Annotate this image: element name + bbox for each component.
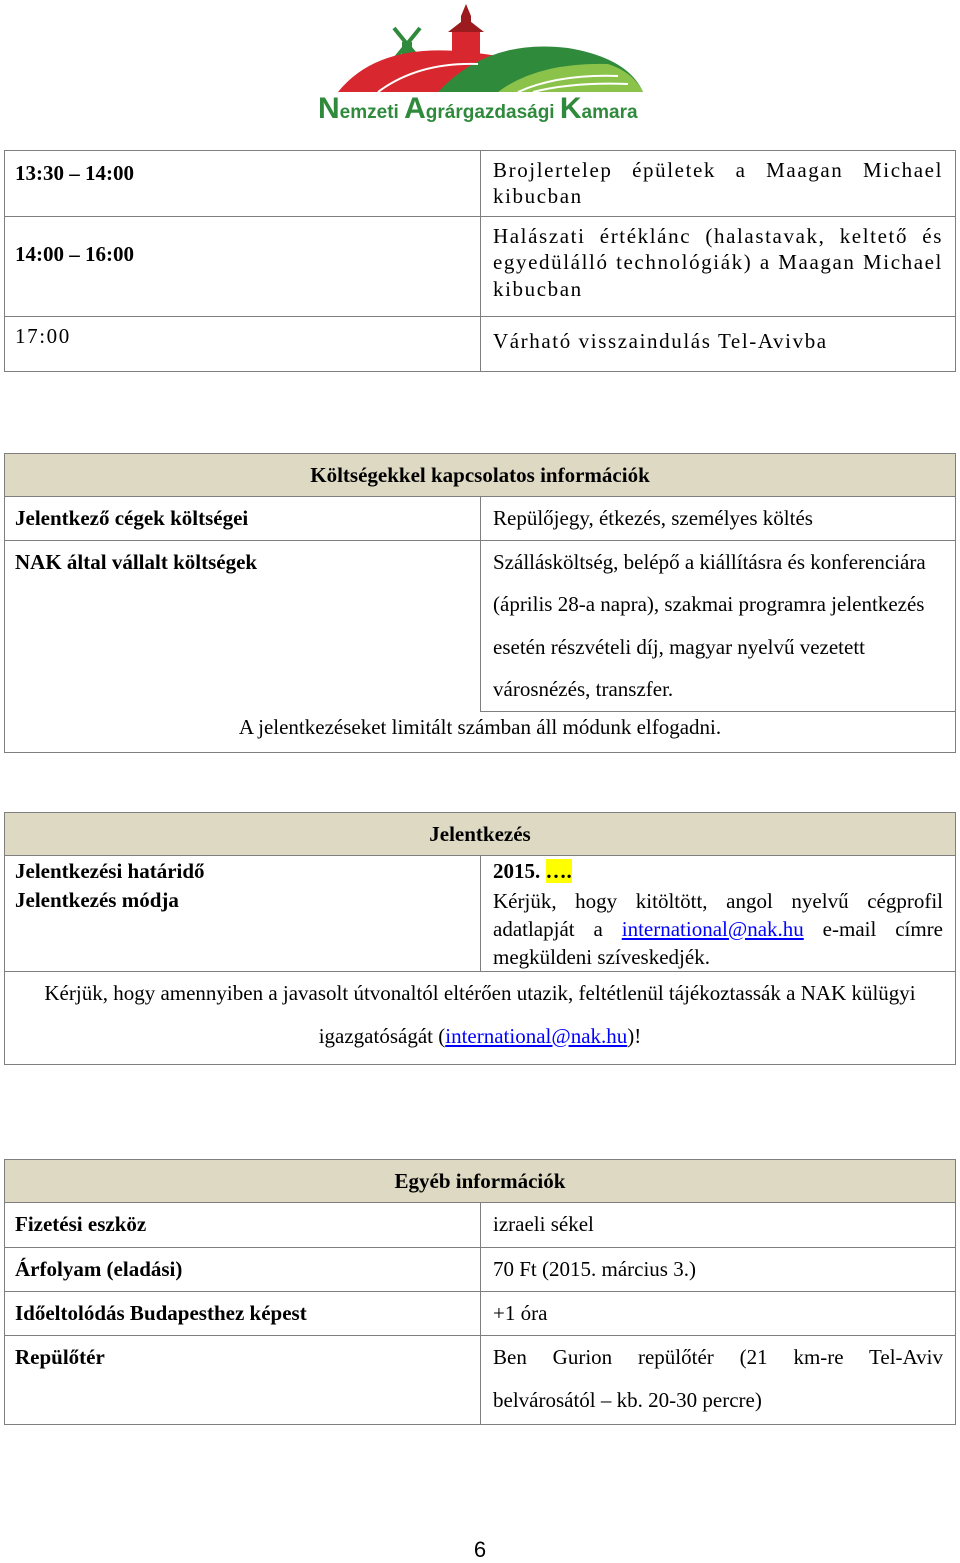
table-row [5, 151, 956, 217]
cost-value: Repülőjegy, étkezés, személyes költés [481, 497, 956, 540]
registration-note: Kérjük, hogy amennyiben a javasolt útvonaltól eltérően utazik, feltétlenül tájékoztassák a NAK külügyi igazgatóságát (international@nak.hu)! [5, 971, 956, 1064]
table-row [5, 1247, 956, 1291]
table-header-row [5, 813, 956, 856]
method-value: Kérjük, hogy kitöltött, angol nyelvű cégprofil adatlapját a international@nak.hu e-mail címre megküldeni szíveskedjék. [481, 885, 956, 972]
schedule-time: 13:30 – 14:00 [5, 151, 481, 217]
email-link[interactable]: international@nak.hu [621, 916, 804, 941]
registration-title: Jelentkezés [5, 813, 956, 856]
registration-table [4, 812, 956, 1065]
table-row [5, 971, 956, 1064]
info-label: Időeltolódás Budapesthez képest [5, 1291, 481, 1335]
table-row [5, 856, 956, 885]
table-row [5, 885, 956, 972]
schedule-desc: Brojlertelep épületek a Maagan Michael kibucban [481, 151, 956, 217]
logo-wordmark: Nemzeti Agrárgazdasági Kamara [318, 92, 638, 125]
schedule-time: 17:00 [5, 317, 481, 372]
table-row [5, 317, 956, 372]
deadline-value: 2015. …. [481, 856, 956, 885]
deadline-placeholder: …. [545, 859, 572, 884]
info-value: +1 óra [481, 1291, 956, 1335]
schedule-desc: Halászati értéklánc (halastavak, keltető és egyedülálló technológiák) a Maagan Michael kibucban [481, 217, 956, 317]
cost-label: Jelentkező cégek költségei [5, 497, 481, 540]
info-value: Ben Gurion repülőtér (21 km-re Tel-Aviv belvárosától – kb. 20-30 percre) [481, 1336, 956, 1425]
method-label: Jelentkezés módja [5, 885, 481, 972]
cost-value: Szállásköltség, belépő a kiállításra és konferenciára (április 28-a napra), szakmai programra jelentkezés esetén részvételi díj, magyar nyelvű vezetett városnézés, transzfer. [481, 540, 956, 711]
info-label: Árfolyam (eladási) [5, 1247, 481, 1291]
table-header-row [5, 454, 956, 497]
other-info-table [4, 1159, 956, 1425]
table-header-row [5, 1160, 956, 1203]
table-row [5, 1203, 956, 1247]
info-label: Repülőtér [5, 1336, 481, 1425]
table-row [5, 540, 956, 711]
costs-note: A jelentkezéseket limitált számban áll módunk elfogadni. [5, 711, 956, 752]
table-row [5, 711, 956, 752]
info-value: 70 Ft (2015. március 3.) [481, 1247, 956, 1291]
page-number: 6 [473, 1537, 487, 1562]
other-title: Egyéb információk [5, 1160, 956, 1203]
deadline-label: Jelentkezési határidő [5, 856, 481, 885]
table-row [5, 1336, 956, 1425]
schedule-desc: Várható visszaindulás Tel-Avivba [481, 317, 956, 372]
costs-table [4, 453, 956, 753]
cost-label: NAK által vállalt költségek [5, 540, 481, 711]
table-row [5, 1291, 956, 1335]
schedule-time: 14:00 – 16:00 [5, 217, 481, 317]
nak-logo [318, 2, 648, 125]
costs-title: Költségekkel kapcsolatos információk [5, 454, 956, 497]
info-value: izraeli sékel [481, 1203, 956, 1247]
schedule-table [4, 150, 956, 372]
logo-emblem-icon [318, 2, 648, 94]
info-label: Fizetési eszköz [5, 1203, 481, 1247]
email-link[interactable]: international@nak.hu [445, 1023, 628, 1048]
table-row [5, 217, 956, 317]
table-row [5, 497, 956, 540]
